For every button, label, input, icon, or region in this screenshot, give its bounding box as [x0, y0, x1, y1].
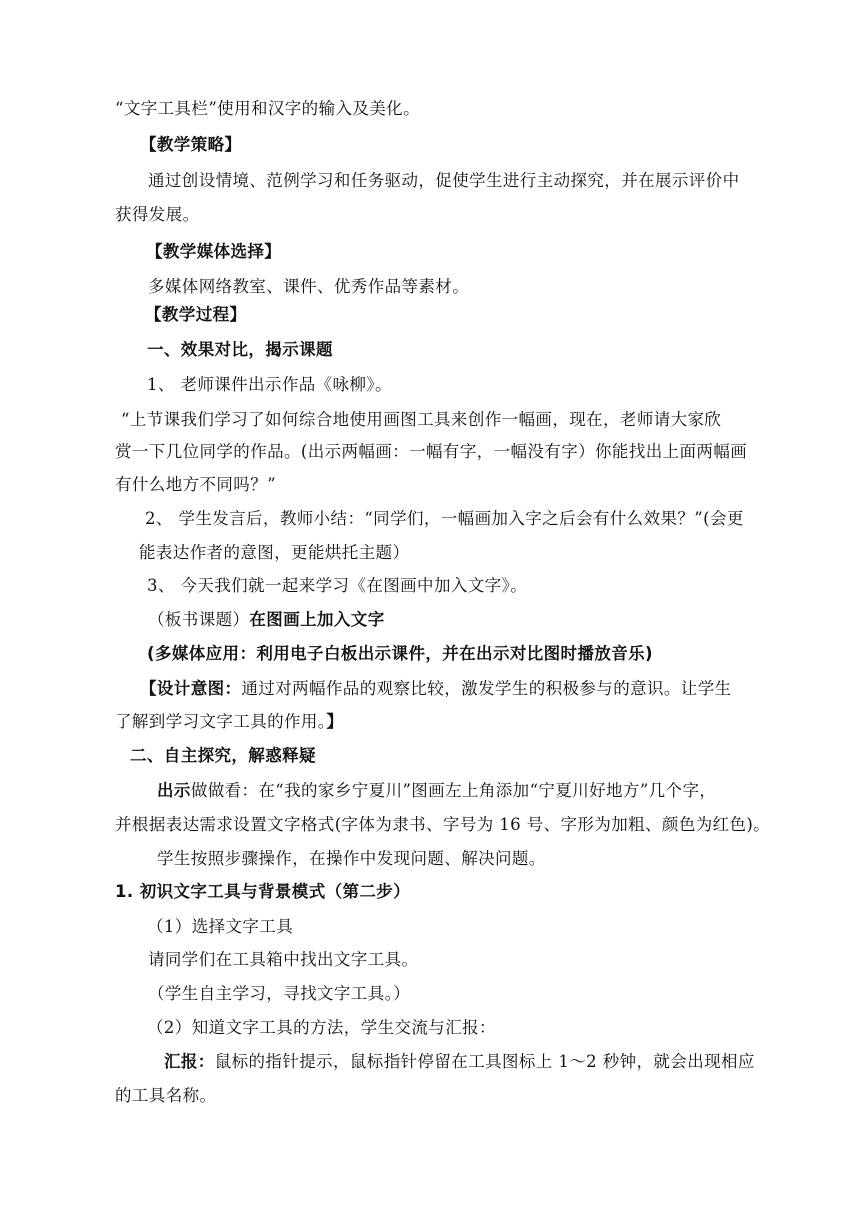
- paragraph-text: 多媒体网络教室、课件、优秀作品等素材。: [148, 277, 470, 296]
- board-title-line: [148, 609, 385, 631]
- paragraph-text: （学生自主学习，寻找文字工具。）: [148, 984, 411, 1003]
- list-item: 2、 学生发言后，教师小结：“同学们，一幅画加入字之后会有什么效果？”(会更: [145, 509, 744, 528]
- paragraph-text: 能表达作者的意图，更能烘托主题）: [139, 543, 410, 562]
- paragraph-text: 学生按照步骤操作，在操作中发现问题、解决问题。: [157, 849, 546, 868]
- paragraph-text: 获得发展。: [115, 205, 200, 224]
- task-label: 出示: [157, 781, 191, 800]
- design-intent-line: [115, 711, 343, 733]
- design-intent-close: 】: [326, 712, 344, 731]
- design-intent-label: 【设计意图：: [140, 679, 242, 698]
- board-title: 在图画上加入文字: [249, 610, 385, 629]
- paragraph-text: 通过创设情境、范例学习和任务驱动，促使学生进行主动探究，并在展示评价中: [148, 171, 740, 190]
- task-text: 做做看：在“我的家乡宁夏川”图画左上角添加“宁夏川好地方”几个字，: [190, 781, 717, 800]
- design-intent-text: 了解到学习文字工具的作用。: [115, 712, 327, 731]
- subsection-heading-2: 二、自主探究，解惑释疑: [130, 746, 316, 765]
- multimedia-note: (多媒体应用：利用电子白板出示课件，并在出示对比图时播放音乐): [147, 644, 653, 663]
- paragraph-text: 的工具名称。: [115, 1086, 217, 1105]
- paragraph-text: “上节课我们学习了如何综合地使用画图工具来创作一幅画，现在，老师请大家欣: [121, 410, 722, 429]
- report-label: 汇报：: [164, 1052, 215, 1071]
- board-title-label: （板书课题）: [148, 610, 250, 629]
- paragraph-text: 并根据表达需求设置文字格式(字体为隶书、字号为 16 号、字形为加粗、颜色为红色)。: [115, 815, 771, 834]
- paragraph-text: 有什么地方不同吗？”: [115, 475, 276, 494]
- design-intent-text: 通过对两幅作品的观察比较，激发学生的积极参与的意识。让学生: [241, 679, 732, 698]
- list-item: 3、 今天我们就一起来学习《在图画中加入文字》。: [147, 576, 528, 595]
- paragraph-text: “文字工具栏”使用和汉字的输入及美化。: [115, 99, 420, 118]
- subsection-heading-1: 一、效果对比，揭示课题: [147, 340, 333, 359]
- step-item: （2）知道文字工具的方法，学生交流与汇报：: [147, 1018, 496, 1037]
- report-text: 鼠标的指针提示，鼠标指针停留在工具图标上 1～2 秒钟，就会出现相应: [214, 1052, 755, 1071]
- design-intent-line: [140, 678, 732, 700]
- list-item: 1、 老师课件出示作品《咏柳》。: [147, 375, 392, 394]
- section-heading-process: 【教学过程】: [145, 305, 247, 324]
- paragraph-text: 请同学们在工具箱中找出文字工具。: [148, 950, 419, 969]
- step-heading: 1. 初识文字工具与背景模式（第二步）: [115, 882, 411, 901]
- section-heading-media: 【教学媒体选择】: [146, 242, 282, 261]
- report-line: [164, 1051, 755, 1073]
- task-line: [157, 780, 716, 802]
- paragraph-text: 赏一下几位同学的作品。(出示两幅画：一幅有字，一幅没有字）你能找出上面两幅画: [115, 442, 748, 461]
- step-item: （1）选择文字工具: [147, 917, 294, 936]
- section-heading-strategy: 【教学策略】: [140, 135, 242, 154]
